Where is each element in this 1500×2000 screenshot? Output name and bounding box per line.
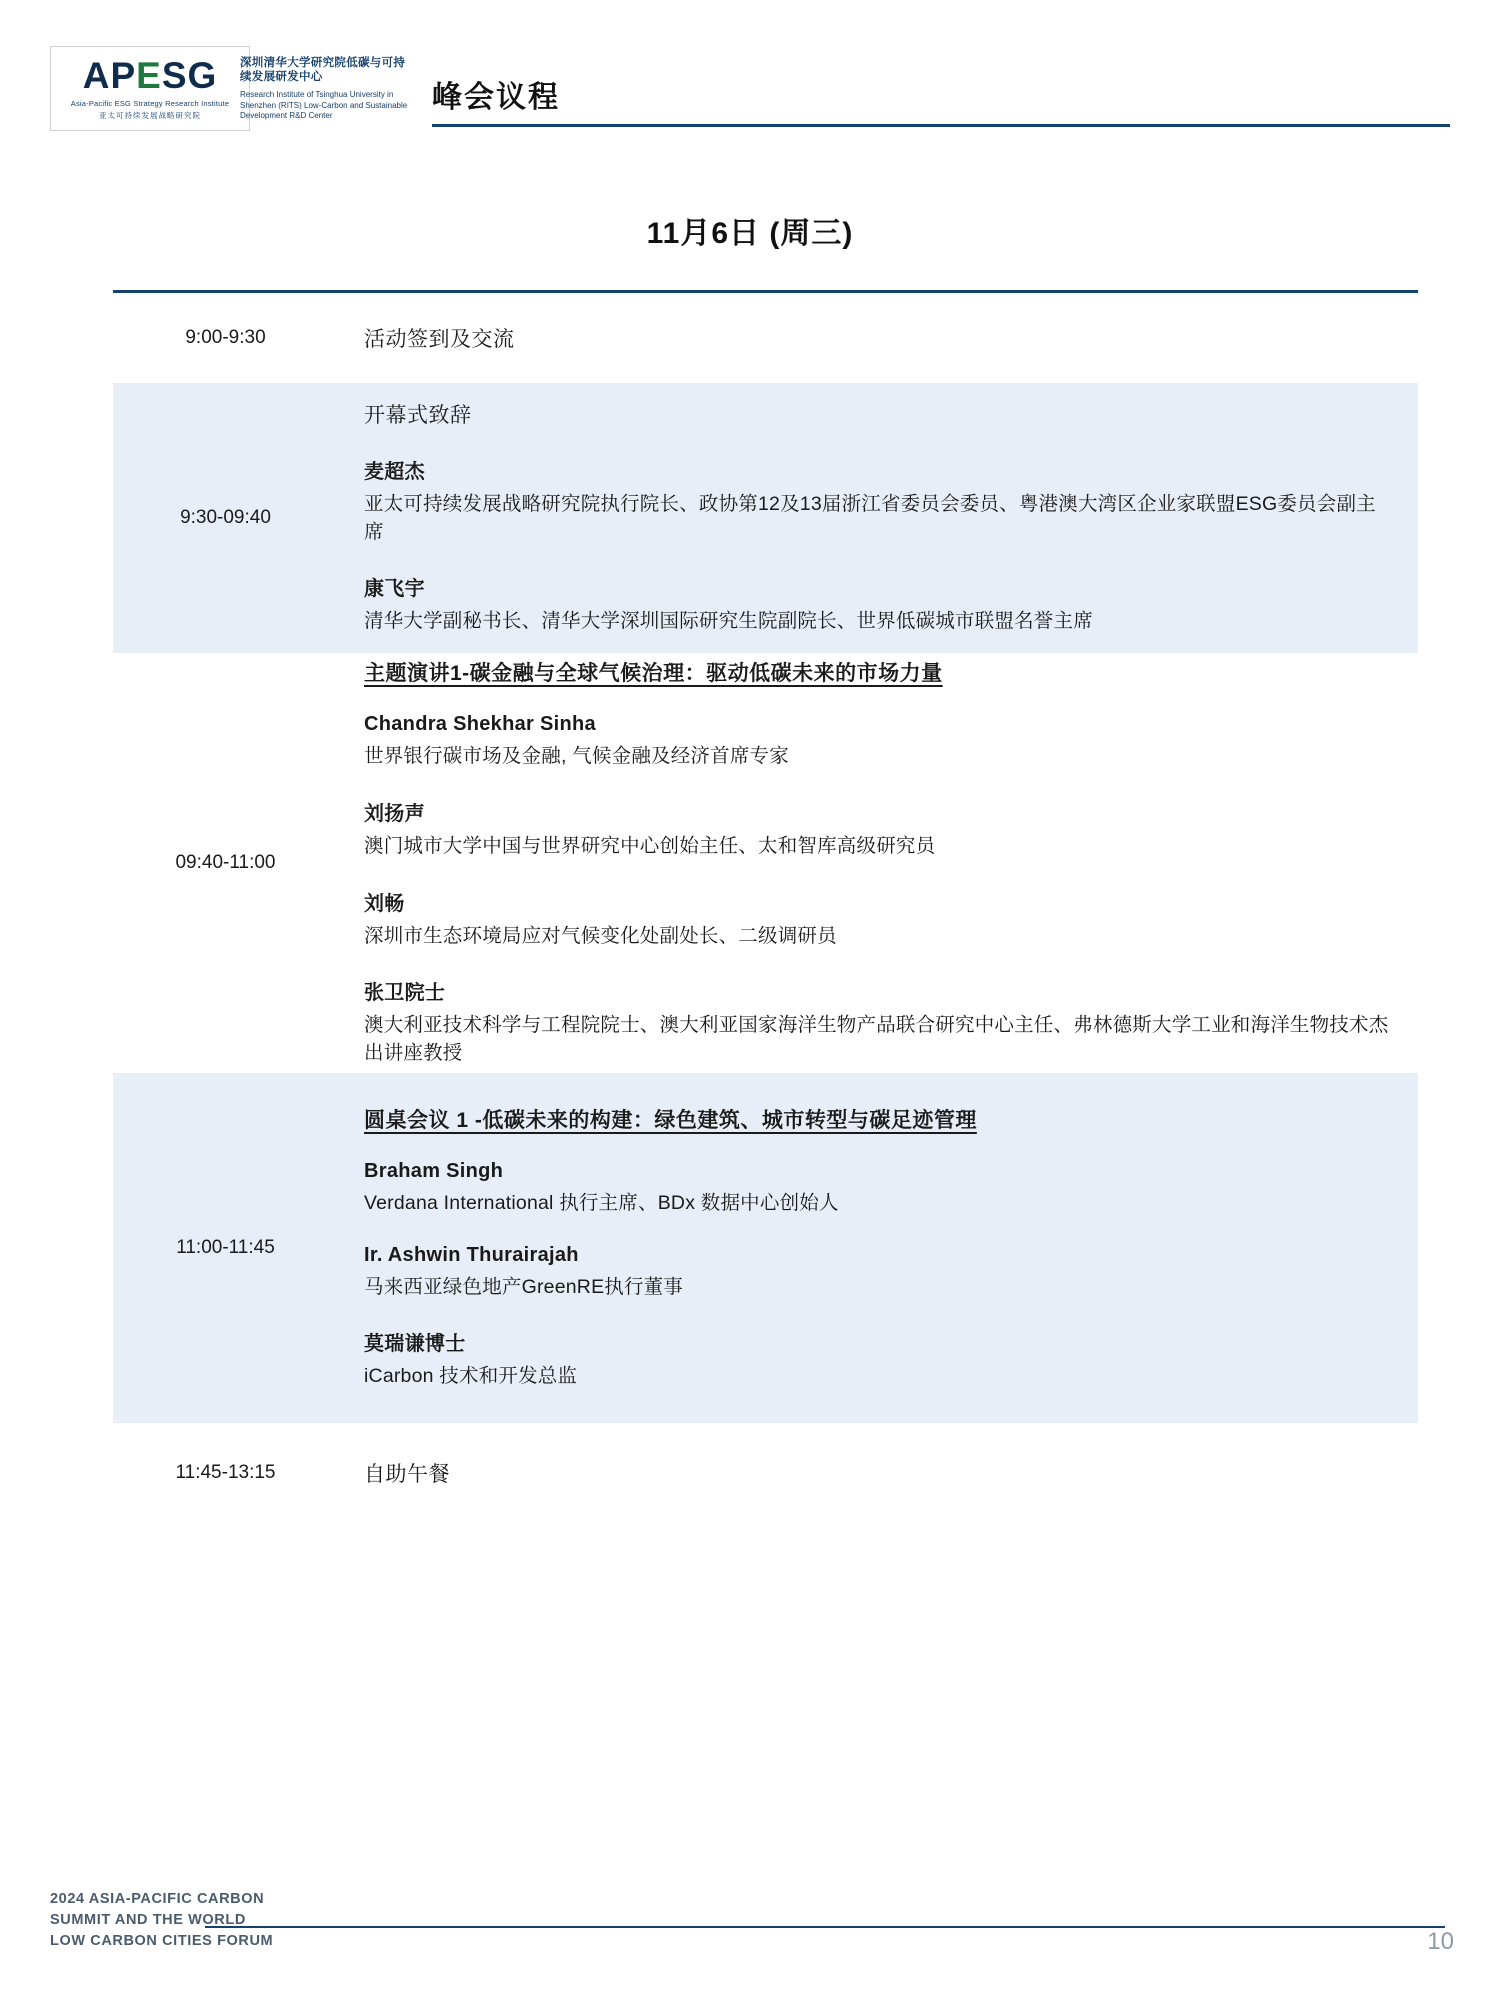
agenda-row xyxy=(113,1423,1418,1523)
speaker-name: 康飞宇 xyxy=(364,578,425,601)
speaker-entry xyxy=(364,1160,1394,1218)
agenda-row xyxy=(113,383,1418,653)
agenda-row-content xyxy=(338,1073,1418,1423)
speaker-role: iCarbon 技术和开发总监 xyxy=(364,1365,578,1388)
header-divider xyxy=(432,124,1450,127)
footer-brand-line-2: SUMMIT AND THE WORLD xyxy=(50,1911,246,1928)
session-heading: 主题演讲1-碳金融与全球气候治理：驱动低碳未来的市场力量 xyxy=(364,662,943,686)
speaker-entry xyxy=(364,887,1394,951)
speaker-entry xyxy=(364,797,1394,861)
speaker-entry xyxy=(364,1327,1394,1391)
agenda-row xyxy=(113,1073,1418,1423)
session-heading: 圆桌会议 1 -低碳未来的构建：绿色建筑、城市转型与碳足迹管理 xyxy=(364,1108,977,1132)
speaker-role: 深圳市生态环境局应对气候变化处副处长、二级调研员 xyxy=(364,924,837,947)
agenda-row-text: 活动签到及交流 xyxy=(364,327,515,351)
footer-brand-line-3: LOW CARBON CITIES FORUM xyxy=(50,1932,274,1949)
page-title: 峰会议程 xyxy=(432,81,560,114)
speaker-role: 澳门城市大学中国与世界研究中心创始主任、太和智库高级研究员 xyxy=(364,834,936,857)
speaker-role: 马来西亚绿色地产GreenRE执行董事 xyxy=(364,1275,684,1298)
session-heading: 开幕式致辞 xyxy=(364,403,472,427)
speaker-role: 澳大利亚技术科学与工程院院士、澳大利亚国家海洋生物产品联合研究中心主任、弗林德斯大学工业和海洋生物技术杰出讲座教授 xyxy=(364,1014,1389,1065)
agenda-row-time: 9:00-9:30 xyxy=(185,326,266,348)
footer-divider xyxy=(205,1926,1445,1928)
agenda-row-text: 自助午餐 xyxy=(364,1462,450,1486)
partner-institute xyxy=(240,56,410,122)
page-number: 10 xyxy=(1427,1928,1454,1955)
partner-institute-cn: 深圳清华大学研究院低碳与可持续发展研发中心 xyxy=(240,57,406,84)
logo-tagline-cn: 亚太可持续发展战略研究院 xyxy=(99,110,201,120)
agenda-row-content xyxy=(338,383,1418,653)
speaker-role: 世界银行碳市场及金融, 气候金融及经济首席专家 xyxy=(364,745,789,768)
agenda-row-time: 09:40-11:00 xyxy=(175,851,276,873)
speaker-name: 张卫院士 xyxy=(364,982,446,1005)
partner-institute-en: Research Institute of Tsinghua University in Shenzhen (RITS) Low-Carbon and Sustainable Development R&D Center xyxy=(240,89,408,121)
agenda-date-title: 11月6日 (周三) xyxy=(646,217,854,250)
page-header xyxy=(0,34,1500,144)
speaker-role: Verdana International 执行主席、BDx 数据中心创始人 xyxy=(364,1191,839,1214)
speaker-name: 麦超杰 xyxy=(364,460,425,483)
logo-word-part-a: AP xyxy=(82,54,137,96)
logo-tagline-en: Asia-Pacific ESG Strategy Research Institute xyxy=(70,98,230,108)
agenda-row xyxy=(113,293,1418,383)
logo-word-part-b: SG xyxy=(161,54,218,96)
speaker-role: 亚太可持续发展战略研究院执行院长、政协第12及13届浙江省委员会委员、粤港澳大湾区企业家联盟ESG委员会副主席 xyxy=(364,492,1376,543)
speaker-name: 莫瑞谦博士 xyxy=(364,1333,466,1356)
speaker-entry xyxy=(364,976,1394,1067)
footer-brand-line-1: 2024 ASIA-PACIFIC CARBON xyxy=(50,1890,265,1907)
speaker-entry xyxy=(364,713,1394,771)
agenda-row-content xyxy=(338,293,1418,383)
agenda-row-time: 11:45-13:15 xyxy=(175,1461,276,1483)
footer-brand xyxy=(50,1889,273,1952)
speaker-name: Chandra Shekhar Sinha xyxy=(364,713,596,736)
speaker-entry xyxy=(364,572,1394,636)
logo-wordmark xyxy=(82,54,218,96)
speaker-entry xyxy=(364,455,1394,546)
agenda-row xyxy=(113,653,1418,1073)
logo-word-accent: E xyxy=(136,54,162,96)
speaker-name: 刘畅 xyxy=(364,892,405,915)
agenda-table xyxy=(113,290,1418,1523)
speaker-role: 清华大学副秘书长、清华大学深圳国际研究生院副院长、世界低碳城市联盟名誉主席 xyxy=(364,610,1093,633)
speaker-entry xyxy=(364,1244,1394,1302)
speaker-name: 刘扬声 xyxy=(364,802,425,825)
speaker-name: Braham Singh xyxy=(364,1159,504,1182)
apesg-logo xyxy=(50,46,250,131)
agenda-row-time: 11:00-11:45 xyxy=(176,1236,275,1258)
agenda-row-content xyxy=(338,1423,1418,1523)
speaker-name: Ir. Ashwin Thurairajah xyxy=(364,1243,579,1266)
agenda-row-content xyxy=(338,653,1418,1073)
agenda-row-time: 9:30-09:40 xyxy=(180,506,271,528)
